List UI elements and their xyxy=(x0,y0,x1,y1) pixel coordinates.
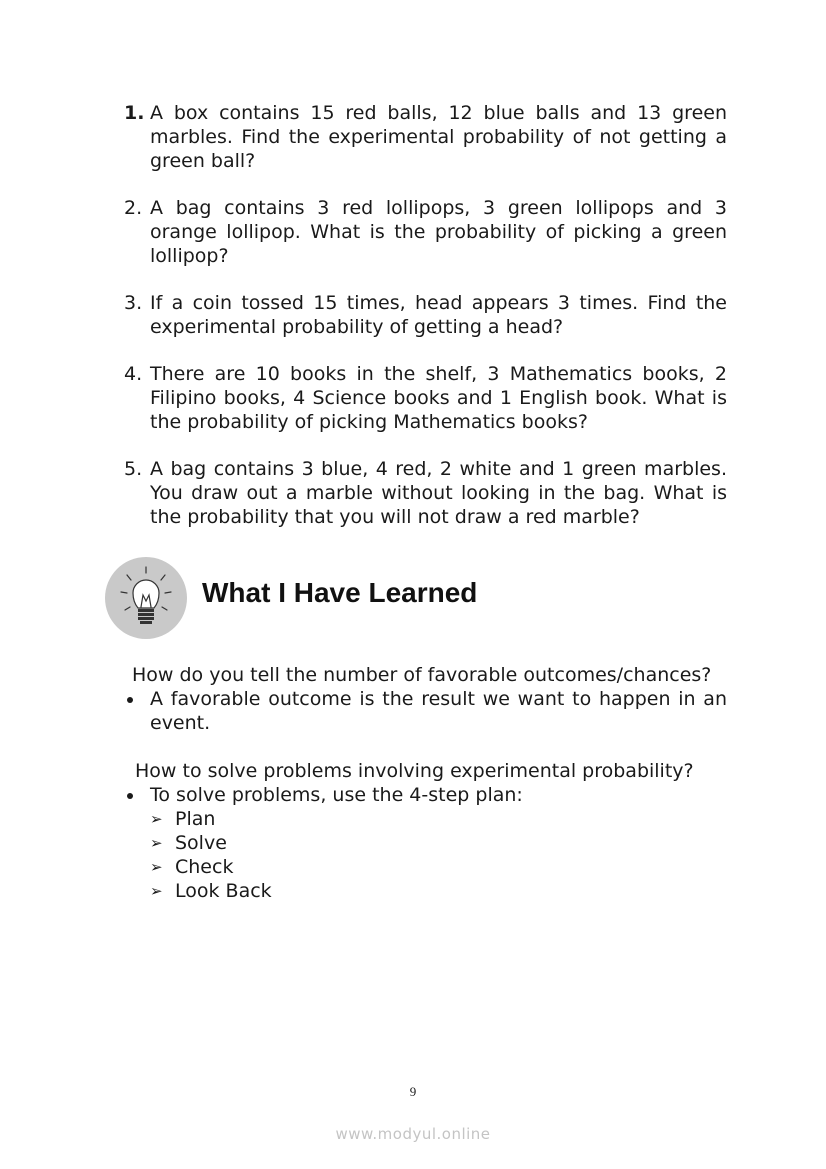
arrow-bullet-icon: ➢ xyxy=(150,858,163,876)
page-number: 9 xyxy=(409,1084,417,1099)
step-label: Look Back xyxy=(175,880,272,902)
arrow-bullet-icon: ➢ xyxy=(150,810,163,828)
step-label: Plan xyxy=(175,808,216,830)
arrow-bullet-icon: ➢ xyxy=(150,834,163,852)
question-prompt: How do you tell the number of favorable outcomes/chances? xyxy=(132,664,712,686)
question-4 xyxy=(124,362,727,434)
question-text: There are 10 books in the shelf, 3 Mathematics books, 2 Filipino books, 4 Science books and 1 English book. What is the probability of picking Mathematics books? xyxy=(150,363,727,433)
step-item xyxy=(150,879,727,903)
question-list xyxy=(124,101,727,552)
question-text: A bag contains 3 blue, 4 red, 2 white and 1 green marbles. You draw out a marble without looking in the bag. What is the probability that you will not draw a red marble? xyxy=(150,458,727,528)
bullet-text: A favorable outcome is the result we want to happen in an event. xyxy=(150,688,727,734)
question-number: 2. xyxy=(124,197,143,219)
bullet-item xyxy=(124,783,727,807)
arrow-bullet-icon: ➢ xyxy=(150,882,163,900)
question-2 xyxy=(124,196,727,268)
step-label: Check xyxy=(175,856,234,878)
step-item xyxy=(150,807,727,831)
question-number: 3. xyxy=(124,292,143,314)
question-text: A bag contains 3 red lollipops, 3 green lollipops and 3 orange lollipop. What is the probability of picking a green lollipop? xyxy=(150,197,727,267)
question-number: 5. xyxy=(124,458,143,480)
lightbulb-icon xyxy=(105,557,187,639)
bullet-item xyxy=(124,687,727,735)
step-item xyxy=(150,855,727,879)
step-item xyxy=(150,831,727,855)
section-title: What I Have Learned xyxy=(202,577,478,608)
section-header xyxy=(105,557,725,639)
question-text: If a coin tossed 15 times, head appears 3 times. Find the experimental probability of getting a head? xyxy=(150,292,727,338)
bullet-icon xyxy=(127,697,133,703)
step-list xyxy=(124,807,727,903)
spacer xyxy=(124,735,727,759)
question-3 xyxy=(124,291,727,339)
question-prompt: How to solve problems involving experimental probability? xyxy=(135,760,694,782)
question-5 xyxy=(124,457,727,529)
learned-content xyxy=(124,663,727,903)
bullet-text: To solve problems, use the 4-step plan: xyxy=(150,784,523,806)
question-1 xyxy=(124,101,727,173)
watermark: www.modyul.online xyxy=(335,1125,491,1143)
step-label: Solve xyxy=(175,832,227,854)
question-text: A box contains 15 red balls, 12 blue balls and 13 green marbles. Find the experimental probability of not getting a green ball? xyxy=(150,102,727,172)
question-number: 4. xyxy=(124,363,143,385)
bullet-icon xyxy=(127,793,133,799)
question-number: 1. xyxy=(124,102,145,124)
